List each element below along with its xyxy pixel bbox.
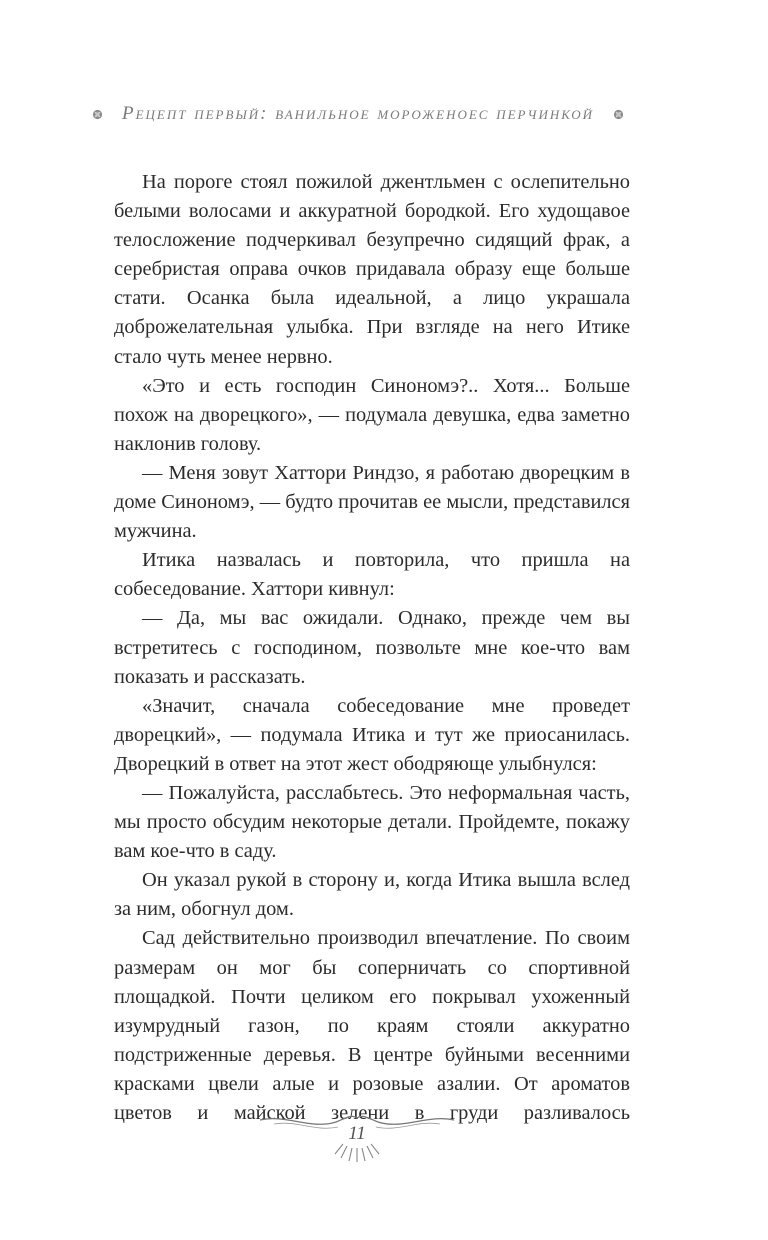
paragraph: — Да, мы вас ожидали. Однако, прежде чем вы встретитесь с господином, позвольте мне кое-что вам показать и рассказать. bbox=[114, 607, 630, 688]
paragraph: Итика назвалась и повторила, что пришла на собеседование. Хаттори кивнул: bbox=[114, 549, 630, 601]
flower-ornament-icon bbox=[613, 109, 624, 120]
paragraph: Он указал рукой в сторону и, когда Итика вышла вслед за ним, обогнул дом. bbox=[114, 869, 630, 921]
paragraph: Сад действительно производил впечатление. По своим размерам он мог бы соперничать со спортивной площадкой. Почти целиком его покрывал ухоженный изумрудный газон, по краям стояли аккуратно подстриженные деревья. В центре буйными весенними красками цвели алые и розовые азалии. От ароматов цветов и майской зелени в груди разливалось bbox=[114, 927, 630, 1124]
page-number: 11 bbox=[348, 1123, 366, 1144]
running-header bbox=[92, 101, 624, 127]
paragraph: На пороге стоял пожилой джентльмен с ослепительно белыми волосами и аккуратной бородкой. Его худощавое телосложение подчеркивал безупречно сидящий фрак, а серебристая оправа очков придавала образу еще больше стати. Осанка была идеальной, а лицо украшала доброжелательная улыбка. При взгляде на него Итике стало чуть менее нервно. bbox=[114, 171, 630, 368]
paragraph: — Пожалуйста, расслабьтесь. Это неформальная часть, мы просто обсудим некоторые детали. Пройдемте, покажу вам кое-что в саду. bbox=[114, 781, 630, 863]
paragraph: «Это и есть господин Синономэ?.. Хотя... Больше похож на дворецкого», — подумала девушка, едва заметно наклонив голову. bbox=[114, 374, 630, 455]
flower-ornament-icon bbox=[92, 109, 103, 120]
body-text bbox=[114, 168, 630, 1128]
paragraph: — Меня зовут Хаттори Риндзо, я работаю дворецким в доме Синономэ, — будто прочитав ее мысли, представился мужчина. bbox=[114, 461, 630, 543]
paragraph: «Значит, сначала собеседование мне проведет дворецкий», — подумала Итика и тут же приосанилась. Дворецкий в ответ на этот жест ободряюще улыбнулся: bbox=[114, 694, 630, 775]
chapter-title: Рецепт первый: ванильное мороженоес перчинкой bbox=[121, 103, 595, 124]
page-footer bbox=[256, 1100, 458, 1170]
